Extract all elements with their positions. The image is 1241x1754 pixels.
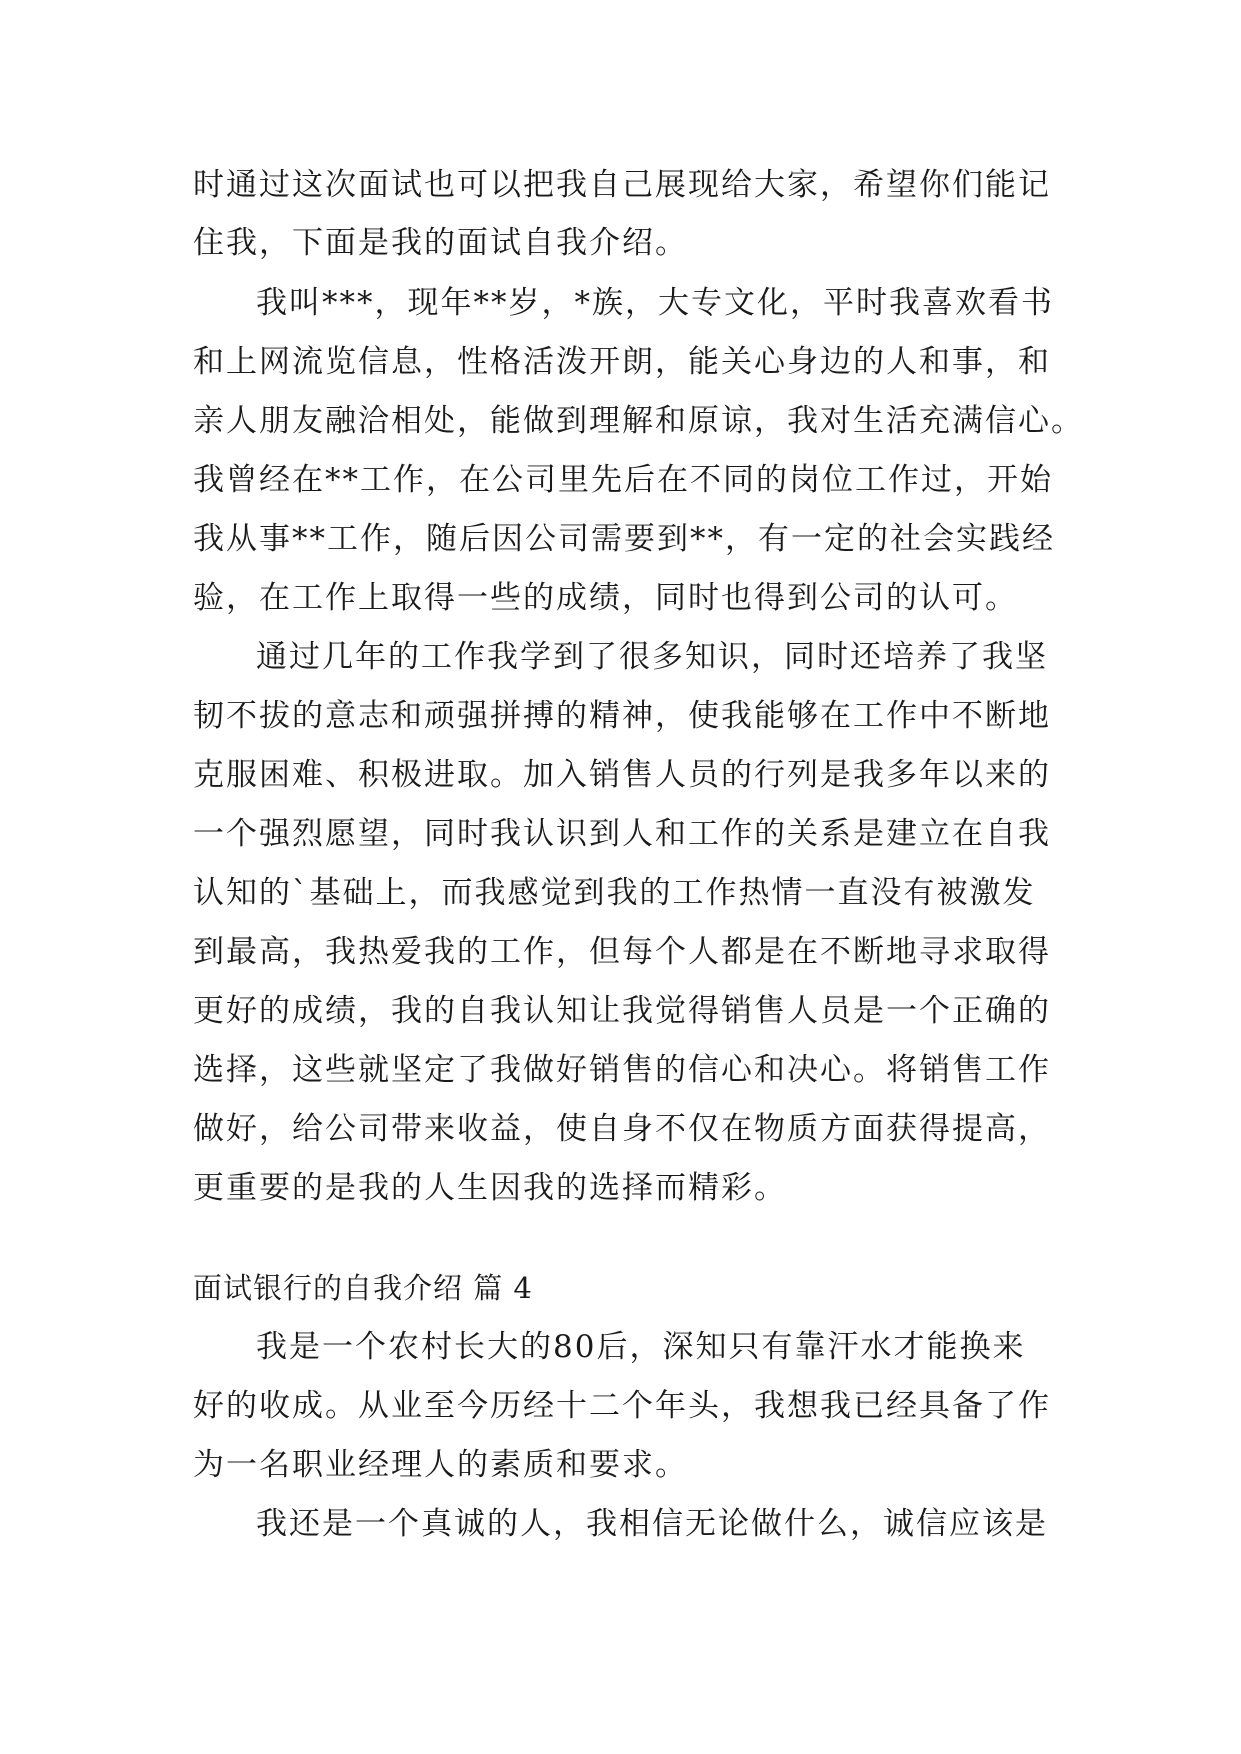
- text-line: 认知的`基础上，而我感觉到我的工作热情一直没有被激发: [193, 875, 1036, 911]
- text-line: 选择，这些就坚定了我做好销售的信心和决心。将销售工作: [193, 1052, 1051, 1088]
- text-line: 我还是一个真诚的人，我相信无论做什么，诚信应该是: [256, 1506, 1048, 1542]
- text-line: 做好，给公司带来收益，使自身不仅在物质方面获得提高，: [193, 1111, 1051, 1147]
- text-line: 韧不拔的意志和顽强拼搏的精神，使我能够在工作中不断地: [193, 698, 1051, 734]
- text-line: 我是一个农村长大的80后，深知只有靠汗水才能换来: [256, 1329, 1026, 1365]
- text-line: 一个强烈愿望，同时我认识到人和工作的关系是建立在自我: [193, 816, 1051, 852]
- text-line: 验，在工作上取得一些的成绩，同时也得到公司的认可。: [193, 580, 1018, 616]
- text-line: 我叫***，现年**岁，*族，大专文化，平时我喜欢看书: [256, 285, 1054, 321]
- text-line: 时通过这次面试也可以把我自己展现给大家，希望你们能记: [193, 167, 1051, 203]
- text-line: 更好的成绩，我的自我认知让我觉得销售人员是一个正确的: [193, 993, 1051, 1029]
- text-line: 好的收成。从业至今历经十二个年头，我想我已经具备了作: [193, 1388, 1051, 1424]
- text-line: 亲人朋友融洽相处，能做到理解和原谅，我对生活充满信心。: [193, 403, 1084, 439]
- text-line: 到最高，我热爱我的工作，但每个人都是在不断地寻求取得: [193, 934, 1051, 970]
- text-line: 我从事**工作，随后因公司需要到**，有一定的社会实践经: [193, 521, 1055, 557]
- text-line: 为一名职业经理人的素质和要求。: [193, 1447, 688, 1483]
- text-line: 克服困难、积极进取。加入销售人员的行列是我多年以来的: [193, 757, 1051, 793]
- section-heading: 面试银行的自我介绍 篇 4: [193, 1271, 533, 1305]
- text-line: 更重要的是我的人生因我的选择而精彩。: [193, 1170, 787, 1206]
- text-line: 我曾经在**工作，在公司里先后在不同的岗位工作过，开始: [193, 462, 1053, 498]
- text-line: 通过几年的工作我学到了很多知识，同时还培养了我坚: [256, 639, 1048, 675]
- text-line: 和上网流览信息，性格活泼开朗，能关心身边的人和事，和: [193, 344, 1051, 380]
- text-line: 住我，下面是我的面试自我介绍。: [193, 225, 688, 261]
